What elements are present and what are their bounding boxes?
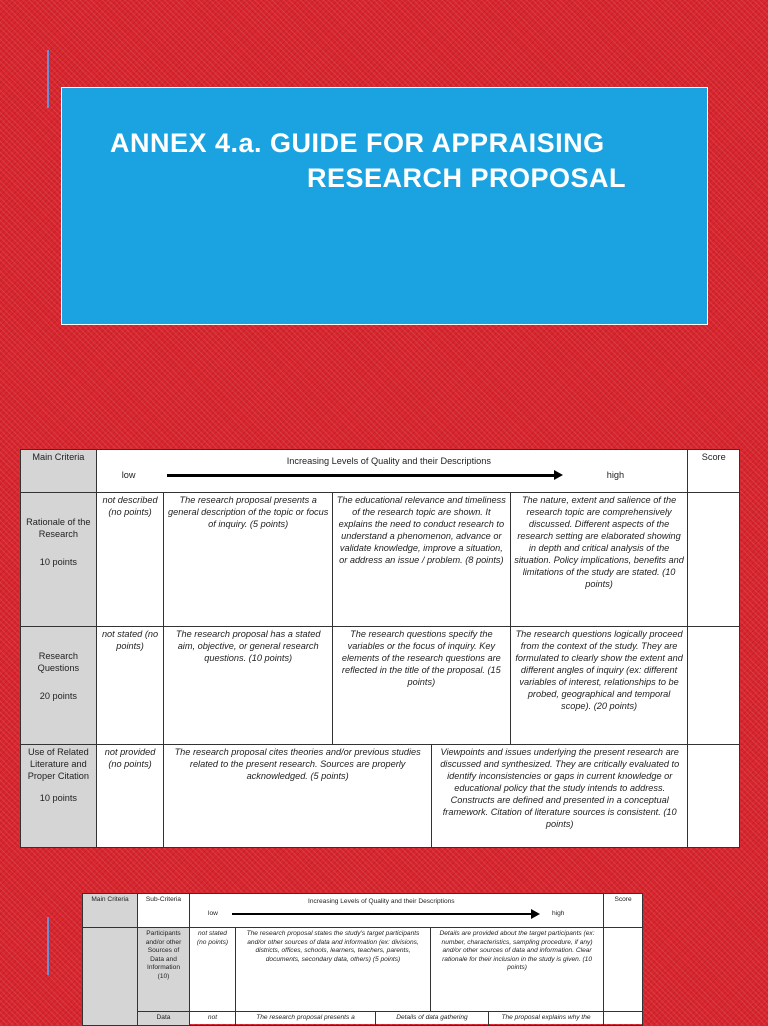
rubric-table-1 (20, 449, 740, 848)
quality-arrow (232, 913, 532, 915)
header-high: high (552, 910, 565, 917)
criteria-literature (21, 745, 97, 848)
participants-level-2: The research proposal states the study's target participants and/or other sources of data and information (ex: divisions, districts, offices, schools, learners, teachers, parents, documents, secondary data, others) (5 points) (236, 928, 431, 1012)
header-levels (96, 450, 688, 493)
criteria-name: Use of Related Literature and Proper Citation (27, 747, 89, 781)
data-level-1: not (190, 1012, 236, 1026)
participants-level-1: not stated (no points) (190, 928, 236, 1012)
criteria-name: Rationale of the Research (26, 517, 91, 539)
header-levels-text: Increasing Levels of Quality and their Descriptions (308, 898, 455, 905)
header-low: low (208, 910, 218, 917)
criteria-points: 20 points (39, 690, 77, 701)
header-low: low (121, 470, 136, 480)
header-main-criteria: Main Criteria (83, 894, 138, 928)
accent-line-top (47, 50, 49, 108)
title-box (61, 87, 708, 325)
criteria-name: Research Questions (37, 651, 80, 673)
slide-title-line2: RESEARCH PROPOSAL (307, 163, 627, 193)
rationale-level-3: The educational relevance and timeliness of the research topic are shown. It explains the need to conduct research to understand a phenomenon, advance or validate knowledge, improve a situation, or address an issue / problem. (8 points) (332, 493, 510, 627)
literature-score (688, 745, 740, 848)
slide-title-line1: ANNEX 4.a. GUIDE FOR APPRAISING (110, 128, 605, 158)
rubric-table-2 (82, 893, 642, 1024)
rationale-level-1: not described (no points) (96, 493, 164, 627)
data-level-2: The research proposal presents a (236, 1012, 376, 1026)
participants-score (604, 928, 643, 1012)
main-criteria-cell (83, 928, 138, 1026)
header-score: Score (604, 894, 643, 928)
header-sub-criteria: Sub-Criteria (138, 894, 190, 928)
header-levels-text: Increasing Levels of Quality and their Descriptions (286, 456, 491, 466)
rationale-level-4: The nature, extent and salience of the research topic are comprehensively discussed. Different aspects of the research setting are elaborated showing in depth and critical analysis of the situation. Policy implications, benefits and limitations of the study are stated. (10 points) (510, 493, 688, 627)
criteria-research-questions (21, 627, 97, 745)
criteria-rationale (21, 493, 97, 627)
literature-level-3: Viewpoints and issues underlying the present research are discussed and synthesized. They are critically evaluated to identify inconsistencies or gaps in current knowledge or educational policy that the study intends to address. Constructs are defined and presented in a conceptual framework. Citation of literature sources is consistent. (10 points) (431, 745, 688, 848)
rationale-level-2: The research proposal presents a general description of the topic or focus of inquiry. (5 points) (164, 493, 333, 627)
participants-level-3: Details are provided about the target participants (ex: number, characteristics, sampling procedure, if any) and/or other sources of data and information. Clear rationale for their inclusion in the study is given. (10 points) (431, 928, 604, 1012)
literature-level-1: not provided (no points) (96, 745, 164, 848)
quality-arrow (167, 474, 555, 477)
data-level-3: Details of data gathering (376, 1012, 489, 1026)
header-high: high (606, 470, 625, 480)
criteria-points: 10 points (39, 556, 77, 567)
questions-score (688, 627, 740, 745)
header-score: Score (688, 450, 740, 493)
criteria-points: 10 points (39, 792, 77, 803)
literature-level-2: The research proposal cites theories and/or previous studies related to the present research. Sources are properly acknowledged. (5 points) (164, 745, 432, 848)
questions-level-2: The research proposal has a stated aim, objective, or general research questions. (10 points) (164, 627, 333, 745)
questions-level-4: The research questions logically proceed from the context of the study. They are formulated to clearly show the extent and different angles of inquiry (ex: different variables of interest, relationships to be probed, geographical and temporal scope). (20 points) (510, 627, 688, 745)
questions-level-3: The research questions specify the variables or the focus of inquiry. Key elements of the research questions are reflected in the title of the proposal. (15 points) (332, 627, 510, 745)
accent-line-bottom (47, 917, 49, 975)
data-level-4: The proposal explains why the (489, 1012, 604, 1026)
header-main-criteria: Main Criteria (21, 450, 97, 493)
questions-level-1: not stated (no points) (96, 627, 164, 745)
header-levels (190, 894, 604, 928)
rationale-score (688, 493, 740, 627)
sub-criteria-data: Data (138, 1012, 190, 1026)
data-score (604, 1012, 643, 1026)
sub-criteria-participants: Participants and/or other Sources of Data and Information (10) (138, 928, 190, 1012)
